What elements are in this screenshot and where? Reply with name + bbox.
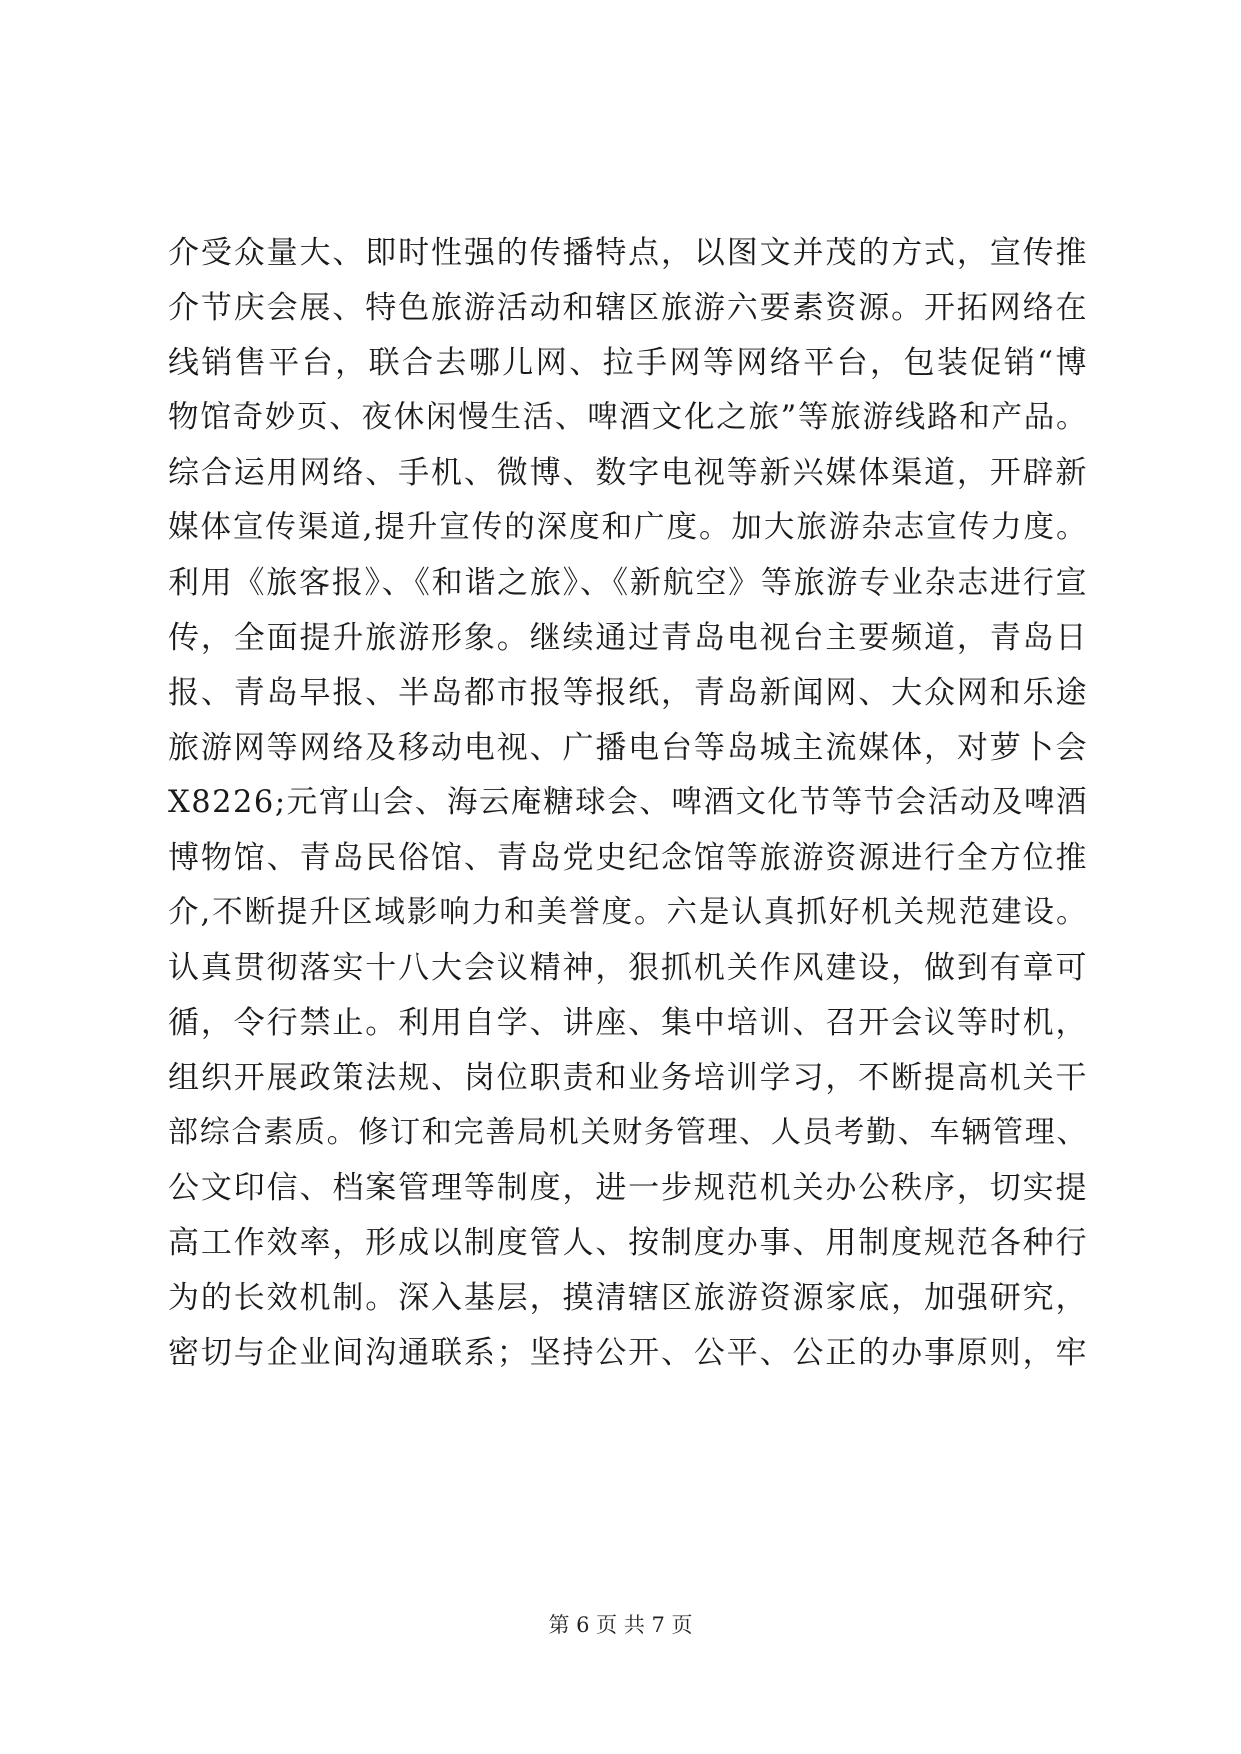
text-line-1: 介受众量大、即时性强的传播特点，以图文并茂的方式，宣传推 (168, 235, 1088, 271)
text-line-7: 利用《旅客报》、《和谐之旅》、《新航空》等旅游专业杂志进行宣 (168, 565, 1088, 601)
text-line-18: 公文印信、档案管理等制度，进一步规范机关办公秩序，切实提 (168, 1170, 1088, 1206)
text-line-19: 高工作效率，形成以制度管人、按制度办事、用制度规范各种行 (168, 1225, 1088, 1261)
text-line-14: 认真贯彻落实十八大会议精神，狠抓机关作风建设，做到有章可 (168, 950, 1088, 986)
text-line-13: 介,不断提升区域影响力和美誉度。六是认真抓好机关规范建设。 (168, 895, 1088, 930)
text-line-10: 旅游网等网络及移动电视、广播电台等岛城主流媒体，对萝卜会 (168, 730, 1088, 766)
text-line-17: 部综合素质。修订和完善局机关财务管理、人员考勤、车辆管理、 (168, 1115, 1088, 1150)
text-line-4: 物馆奇妙页、夜休闲慢生活、啤酒文化之旅”等旅游线路和产品。 (168, 400, 1088, 435)
text-line-21: 密切与企业间沟通联系；坚持公开、公平、公正的办事原则，牢 (168, 1335, 1088, 1371)
text-line-8: 传，全面提升旅游形象。继续通过青岛电视台主要频道，青岛日 (168, 620, 1088, 656)
page-number: 第 6 页 共 7 页 (548, 1613, 693, 1637)
text-line-2: 介节庆会展、特色旅游活动和辖区旅游六要素资源。开拓网络在 (168, 290, 1088, 326)
text-line-20: 为的长效机制。深入基层，摸清辖区旅游资源家底，加强研究， (168, 1280, 1088, 1316)
text-line-16: 组织开展政策法规、岗位职责和业务培训学习，不断提高机关干 (168, 1060, 1088, 1096)
text-line-15: 循，令行禁止。利用自学、讲座、集中培训、召开会议等时机， (168, 1005, 1088, 1041)
text-line-12: 博物馆、青岛民俗馆、青岛党史纪念馆等旅游资源进行全方位推 (168, 840, 1088, 876)
text-line-5: 综合运用网络、手机、微博、数字电视等新兴媒体渠道，开辟新 (168, 455, 1088, 491)
text-line-11: X8226;元宵山会、海云庵糖球会、啤酒文化节等节会活动及啤酒 (168, 785, 1088, 820)
text-line-3: 线销售平台，联合去哪儿网、拉手网等网络平台，包装促销“博 (168, 345, 1088, 381)
text-line-9: 报、青岛早报、半岛都市报等报纸，青岛新闻网、大众网和乐途 (168, 675, 1088, 711)
page-footer (0, 1610, 1241, 1640)
text-line-6: 媒体宣传渠道,提升宣传的深度和广度。加大旅游杂志宣传力度。 (168, 510, 1088, 545)
